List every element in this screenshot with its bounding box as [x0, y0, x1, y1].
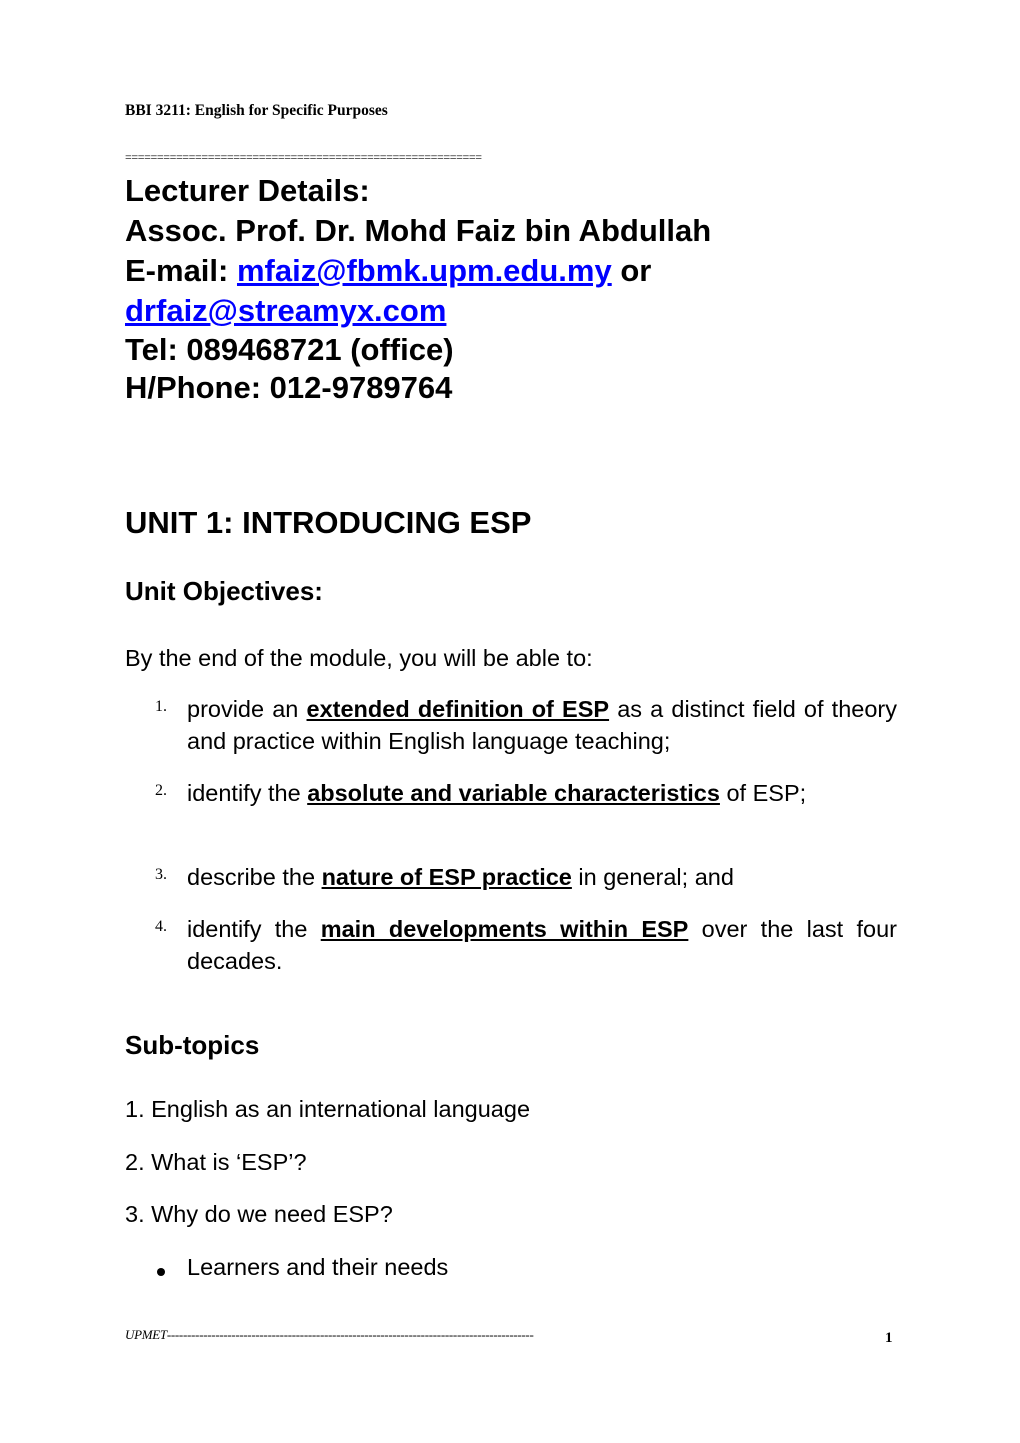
objective-text: provide an extended definition of ESP as a distinct field of theory and practice within English language teaching; [187, 696, 897, 754]
subtopic-item: 1. English as an international language [125, 1096, 531, 1122]
objective-number: 4. [155, 918, 167, 935]
footer-label: UPMET [125, 1327, 167, 1342]
objective-text: identify the absolute and variable characteristics of ESP; [187, 780, 807, 806]
email-label: E-mail: [125, 253, 229, 288]
objective-item [155, 777, 897, 809]
objective-keyword: absolute and variable characteristics [307, 780, 720, 806]
footer-line [125, 1327, 534, 1343]
course-header: BBI 3211: English for Specific Purposes [125, 102, 388, 119]
email-or-text: or [620, 253, 652, 288]
unit-title: UNIT 1: INTRODUCING ESP [125, 505, 532, 540]
objective-item [155, 913, 897, 977]
email-line-2 [125, 292, 446, 330]
lecturer-heading: Lecturer Details: [125, 173, 370, 208]
bullet-icon [157, 1268, 165, 1276]
subtopic-bullet-item: Learners and their needs [187, 1254, 449, 1280]
subtopics-heading: Sub-topics [125, 1030, 260, 1060]
objectives-intro: By the end of the module, you will be able to: [125, 645, 593, 671]
objective-item [155, 861, 897, 893]
objective-number: 1. [155, 698, 167, 715]
objective-number: 2. [155, 782, 167, 799]
email-link-secondary[interactable]: drfaiz@streamyx.com [125, 293, 447, 328]
office-telephone: Tel: 089468721 (office) [125, 332, 454, 367]
header-divider: ======================================================== [125, 150, 482, 164]
footer-divider: ------------------------------------------------------------------------------------------- [166, 1327, 534, 1342]
objective-item [155, 693, 897, 757]
objective-text: describe the nature of ESP practice in general; and [187, 864, 734, 890]
email-line [125, 252, 651, 290]
lecturer-name: Assoc. Prof. Dr. Mohd Faiz bin Abdullah [125, 213, 712, 248]
objective-number: 3. [155, 866, 167, 883]
objective-keyword: main developments within ESP [320, 916, 689, 942]
objective-keyword: nature of ESP practice [321, 864, 572, 890]
objective-text: identify the main developments within ESP over the last four decades. [187, 916, 897, 974]
handphone: H/Phone: 012-9789764 [125, 370, 453, 405]
subtopic-item: 3. Why do we need ESP? [125, 1201, 393, 1227]
email-link-primary[interactable]: mfaiz@fbmk.upm.edu.my [236, 253, 612, 288]
page-number: 1 [885, 1330, 893, 1346]
subtopic-item: 2. What is ‘ESP’? [125, 1149, 307, 1175]
objectives-heading: Unit Objectives: [125, 576, 323, 606]
objective-keyword: extended definition of ESP [306, 696, 610, 722]
